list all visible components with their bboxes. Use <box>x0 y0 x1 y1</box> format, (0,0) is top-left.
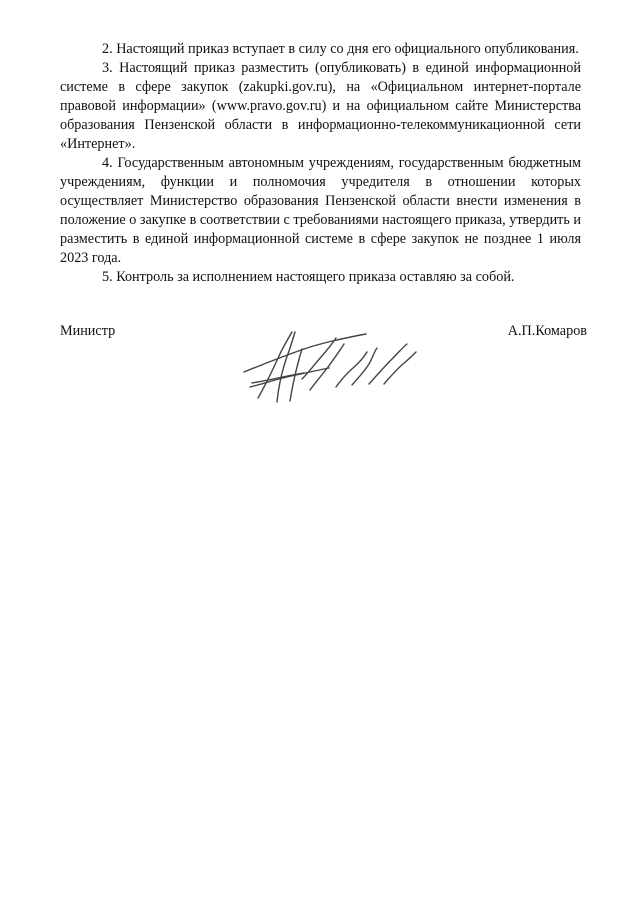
signature-block <box>60 322 587 412</box>
document-body <box>60 40 581 287</box>
paragraph-item-3: 3. Настоящий приказ разместить (опубликовать) в единой информационной системе в сфере закупок (zakupki.gov.ru), на «Официальном интернет-портале правовой информации» (www.pravo.gov.ru) и на официальном сайте Министерства образования Пензенской области в информационно-телекоммуникационной сети «Интернет». <box>60 60 581 152</box>
signer-name: А.П.Комаров <box>507 323 587 339</box>
paragraph-item-2: 2. Настоящий приказ вступает в силу со дня его официального опубликования. <box>102 41 579 57</box>
paragraph-item-5: 5. Контроль за исполнением настоящего приказа оставляю за собой. <box>102 269 515 285</box>
signer-title: Министр <box>60 323 116 339</box>
handwritten-signature-icon <box>232 314 422 414</box>
paragraph-item-4: 4. Государственным автономным учреждениям, государственным бюджетным учреждениям, функции и полномочия учредителя в отношении которых осуществляет Министерство образования Пензенской области внести изменения в положение о закупке в соответствии с требованиями настоящего приказа, утвердить и разместить в единой информационной системе в сфере закупок не позднее 1 июля 2023 года. <box>60 155 581 266</box>
